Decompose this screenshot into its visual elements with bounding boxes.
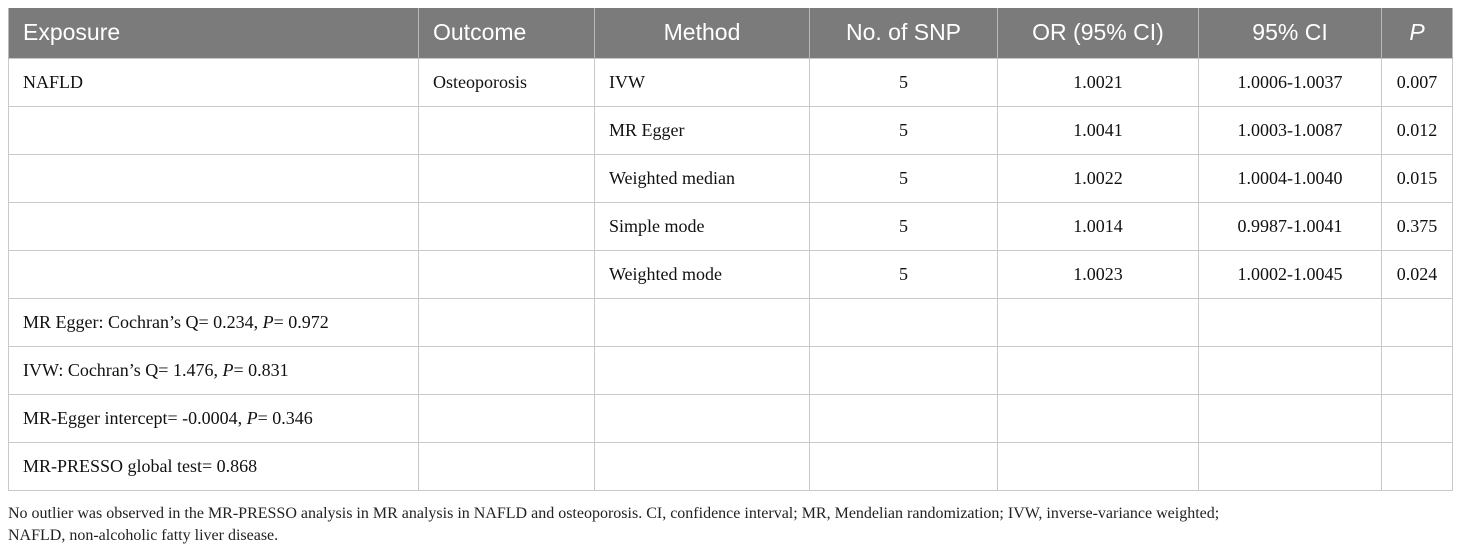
cell-heterogeneity-ivw xyxy=(9,346,419,394)
cell-method: MR Egger xyxy=(595,106,810,154)
stat-p-label: P xyxy=(222,359,234,380)
cell-p-value: 0.015 xyxy=(1382,154,1453,202)
empty-cell xyxy=(998,346,1199,394)
mr-results-table xyxy=(8,8,1453,491)
empty-cell xyxy=(1382,442,1453,490)
table-row xyxy=(9,250,1453,298)
empty-cell xyxy=(998,298,1199,346)
empty-cell xyxy=(810,346,998,394)
cell-outcome: Osteoporosis xyxy=(419,58,595,106)
cell-outcome xyxy=(419,106,595,154)
cell-exposure: NAFLD xyxy=(9,58,419,106)
cell-confidence-interval: 1.0004-1.0040 xyxy=(1199,154,1382,202)
cell-odds-ratio: 1.0041 xyxy=(998,106,1199,154)
header-confidence-interval: 95% CI xyxy=(1199,8,1382,58)
empty-cell xyxy=(595,394,810,442)
header-exposure: Exposure xyxy=(9,8,419,58)
table-row xyxy=(9,106,1453,154)
header-odds-ratio: OR (95% CI) xyxy=(998,8,1199,58)
cell-method: IVW xyxy=(595,58,810,106)
header-outcome: Outcome xyxy=(419,8,595,58)
stat-text: MR-Egger intercept= -0.0004, xyxy=(23,407,247,428)
cell-odds-ratio: 1.0021 xyxy=(998,58,1199,106)
cell-egger-intercept xyxy=(9,394,419,442)
empty-cell xyxy=(810,298,998,346)
empty-cell xyxy=(595,442,810,490)
stat-p-value: = 0.831 xyxy=(233,359,289,380)
cell-p-value: 0.007 xyxy=(1382,58,1453,106)
empty-cell xyxy=(1382,394,1453,442)
cell-outcome xyxy=(419,250,595,298)
footnote-line-1: No outlier was observed in the MR-PRESSO analysis in MR analysis in NAFLD and osteoporosis. CI, confidence interval; MR, Mendelian randomization; IVW, inverse-variance weighted; xyxy=(8,505,1220,522)
empty-cell xyxy=(419,346,595,394)
cell-snp-count: 5 xyxy=(810,154,998,202)
stat-text: IVW: Cochran’s Q= 1.476, xyxy=(23,359,223,380)
empty-cell xyxy=(1199,346,1382,394)
cell-method: Weighted mode xyxy=(595,250,810,298)
table-footnote xyxy=(8,503,1452,547)
empty-cell xyxy=(998,442,1199,490)
cell-outcome xyxy=(419,154,595,202)
cell-method: Weighted median xyxy=(595,154,810,202)
stats-row xyxy=(9,346,1453,394)
stats-row xyxy=(9,298,1453,346)
footnote-line-2: NAFLD, non-alcoholic fatty liver disease. xyxy=(8,527,279,544)
cell-confidence-interval: 1.0003-1.0087 xyxy=(1199,106,1382,154)
empty-cell xyxy=(998,394,1199,442)
stat-text: MR-PRESSO global test= 0.868 xyxy=(23,455,258,476)
empty-cell xyxy=(1382,298,1453,346)
cell-p-value: 0.375 xyxy=(1382,202,1453,250)
empty-cell xyxy=(419,298,595,346)
cell-outcome xyxy=(419,202,595,250)
results-table-container xyxy=(8,8,1452,491)
header-p-value: P xyxy=(1382,8,1453,58)
empty-cell xyxy=(810,394,998,442)
stat-p-label: P xyxy=(262,311,274,332)
stat-text: MR Egger: Cochran’s Q= 0.234, xyxy=(23,311,263,332)
cell-snp-count: 5 xyxy=(810,106,998,154)
cell-exposure xyxy=(9,106,419,154)
empty-cell xyxy=(1382,346,1453,394)
empty-cell xyxy=(595,346,810,394)
header-row xyxy=(9,8,1453,58)
cell-exposure xyxy=(9,154,419,202)
empty-cell xyxy=(1199,442,1382,490)
cell-snp-count: 5 xyxy=(810,250,998,298)
cell-odds-ratio: 1.0023 xyxy=(998,250,1199,298)
table-row xyxy=(9,154,1453,202)
cell-exposure xyxy=(9,202,419,250)
cell-odds-ratio: 1.0022 xyxy=(998,154,1199,202)
header-snp-count: No. of SNP xyxy=(810,8,998,58)
cell-odds-ratio: 1.0014 xyxy=(998,202,1199,250)
header-method: Method xyxy=(595,8,810,58)
cell-heterogeneity-egger xyxy=(9,298,419,346)
empty-cell xyxy=(1199,298,1382,346)
stat-p-label: P xyxy=(246,407,258,428)
stats-row xyxy=(9,442,1453,490)
table-row xyxy=(9,58,1453,106)
cell-snp-count: 5 xyxy=(810,202,998,250)
cell-p-value: 0.012 xyxy=(1382,106,1453,154)
cell-presso-global-test xyxy=(9,442,419,490)
empty-cell xyxy=(1199,394,1382,442)
cell-snp-count: 5 xyxy=(810,58,998,106)
empty-cell xyxy=(810,442,998,490)
cell-method: Simple mode xyxy=(595,202,810,250)
stats-row xyxy=(9,394,1453,442)
empty-cell xyxy=(419,394,595,442)
cell-confidence-interval: 0.9987-1.0041 xyxy=(1199,202,1382,250)
cell-exposure xyxy=(9,250,419,298)
cell-confidence-interval: 1.0006-1.0037 xyxy=(1199,58,1382,106)
stat-p-value: = 0.346 xyxy=(257,407,313,428)
table-row xyxy=(9,202,1453,250)
empty-cell xyxy=(595,298,810,346)
cell-confidence-interval: 1.0002-1.0045 xyxy=(1199,250,1382,298)
empty-cell xyxy=(419,442,595,490)
stat-p-value: = 0.972 xyxy=(273,311,329,332)
cell-p-value: 0.024 xyxy=(1382,250,1453,298)
